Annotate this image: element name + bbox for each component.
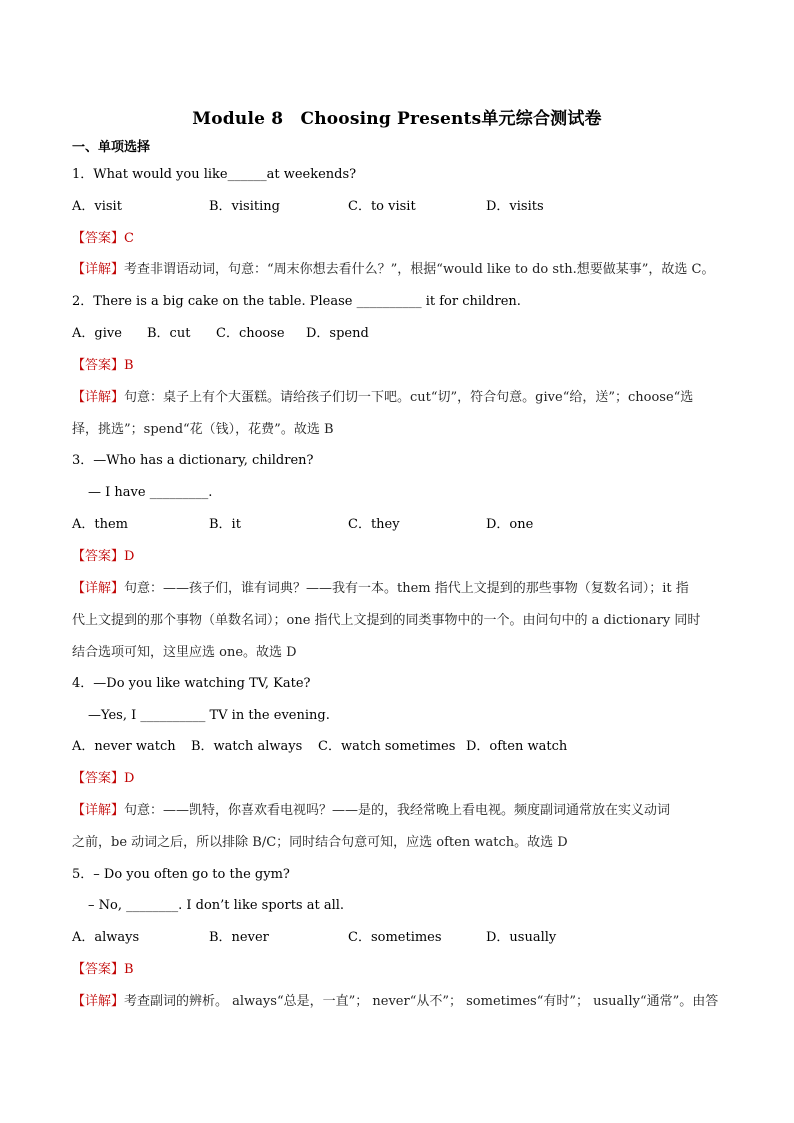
answer-value: D — [124, 771, 135, 786]
answer-value: C — [124, 231, 134, 246]
option-c: C．to visit — [348, 199, 416, 214]
option-b: B．visiting — [209, 199, 280, 214]
detail-text: 句意：桌子上有个大蛋糕。请给孩子们切一下吧。cut“切”，符合句意。give“给，送”；choose“选 — [124, 390, 694, 405]
question-2-detail-cont — [72, 421, 334, 439]
answer-label: 【答案】 — [72, 358, 125, 373]
detail-label: 【详解】 — [72, 390, 125, 405]
detail-label: 【详解】 — [72, 994, 125, 1009]
option-c: C．they — [348, 517, 400, 532]
question-1-detail — [72, 261, 715, 279]
section-heading: 一、单项选择 — [72, 140, 151, 155]
detail-text: 择，挑选”；spend“花（钱），花费”。故选 B — [72, 422, 334, 437]
option-a: A．visit — [72, 199, 122, 214]
option-d: D．spend — [306, 326, 369, 341]
question-4-answer — [72, 770, 134, 788]
detail-text: 句意：——凯特，你喜欢看电视吗？——是的，我经常晚上看电视。频度副词通常放在实义动词 — [124, 803, 671, 818]
detail-text: 之前，be 动词之后，所以排除 B/C；同时结合句意可知，应选 often watch。故选 D — [72, 835, 568, 850]
option-d: D．usually — [486, 930, 557, 945]
detail-text: 考查非谓语动词，句意：“周末你想去看什么？”，根据“would like to do sth.想要做某事”，故选 C。 — [124, 262, 715, 277]
question-1-stem: 1．What would you like______at weekends? — [72, 167, 357, 182]
option-c: C．sometimes — [348, 930, 442, 945]
option-b: B．cut — [147, 326, 191, 341]
question-3-detail-cont-1 — [72, 612, 700, 630]
question-3-stem: 3．—Who has a dictionary, children? — [72, 453, 314, 468]
page-title: Module 8 Choosing Presents单元综合测试卷 — [192, 109, 602, 129]
option-d: D．one — [486, 517, 534, 532]
option-b: B．watch always — [191, 739, 303, 754]
option-b: B．it — [209, 517, 241, 532]
question-4-stem: 4．—Do you like watching TV, Kate? — [72, 676, 311, 691]
question-3-detail-cont-2 — [72, 644, 297, 662]
question-5-stem-reply: – No, ________. I don’t like sports at all. — [88, 898, 345, 913]
option-a: A．them — [72, 517, 129, 532]
question-4-detail — [72, 802, 670, 820]
question-3-stem-reply: — I have _________. — [88, 485, 213, 500]
option-c: C．choose — [216, 326, 285, 341]
question-3-detail — [72, 580, 689, 598]
option-a: A．never watch — [72, 739, 176, 754]
option-d: D．visits — [486, 199, 544, 214]
option-b: B．never — [209, 930, 269, 945]
answer-value: B — [124, 358, 134, 373]
detail-text: 代上文提到的那个事物（单数名词）；one 指代上文提到的同类事物中的一个。由问句中的 a dictionary 同时 — [72, 613, 701, 628]
answer-value: D — [124, 549, 135, 564]
option-d: D．often watch — [466, 739, 568, 754]
question-3-answer — [72, 548, 134, 566]
answer-value: B — [124, 962, 134, 977]
detail-text: 句意：——孩子们，谁有词典？——我有一本。them 指代上文提到的那些事物（复数名词）；it 指 — [124, 581, 689, 596]
option-a: A．give — [72, 326, 122, 341]
question-5-detail — [72, 993, 718, 1011]
answer-label: 【答案】 — [72, 962, 125, 977]
question-5-answer — [72, 961, 134, 979]
detail-label: 【详解】 — [72, 803, 125, 818]
option-c: C．watch sometimes — [318, 739, 456, 754]
answer-label: 【答案】 — [72, 231, 125, 246]
question-4-detail-cont — [72, 834, 568, 852]
answer-label: 【答案】 — [72, 549, 125, 564]
question-2-answer — [72, 357, 134, 375]
detail-label: 【详解】 — [72, 262, 125, 277]
detail-label: 【详解】 — [72, 581, 125, 596]
option-a: A．always — [72, 930, 140, 945]
question-1-answer — [72, 230, 134, 248]
answer-label: 【答案】 — [72, 771, 125, 786]
question-2-detail — [72, 389, 693, 407]
detail-text: 考查副词的辨析。 always“总是，一直”； never“从不”； sometimes“有时”； usually“通常”。由答 — [124, 994, 719, 1009]
question-5-stem: 5．– Do you often go to the gym? — [72, 867, 290, 882]
question-4-stem-reply: —Yes, I __________ TV in the evening. — [88, 708, 330, 723]
detail-text: 结合选项可知，这里应选 one。故选 D — [72, 645, 297, 660]
question-2-stem: 2．There is a big cake on the table. Please __________ it for children. — [72, 294, 521, 309]
